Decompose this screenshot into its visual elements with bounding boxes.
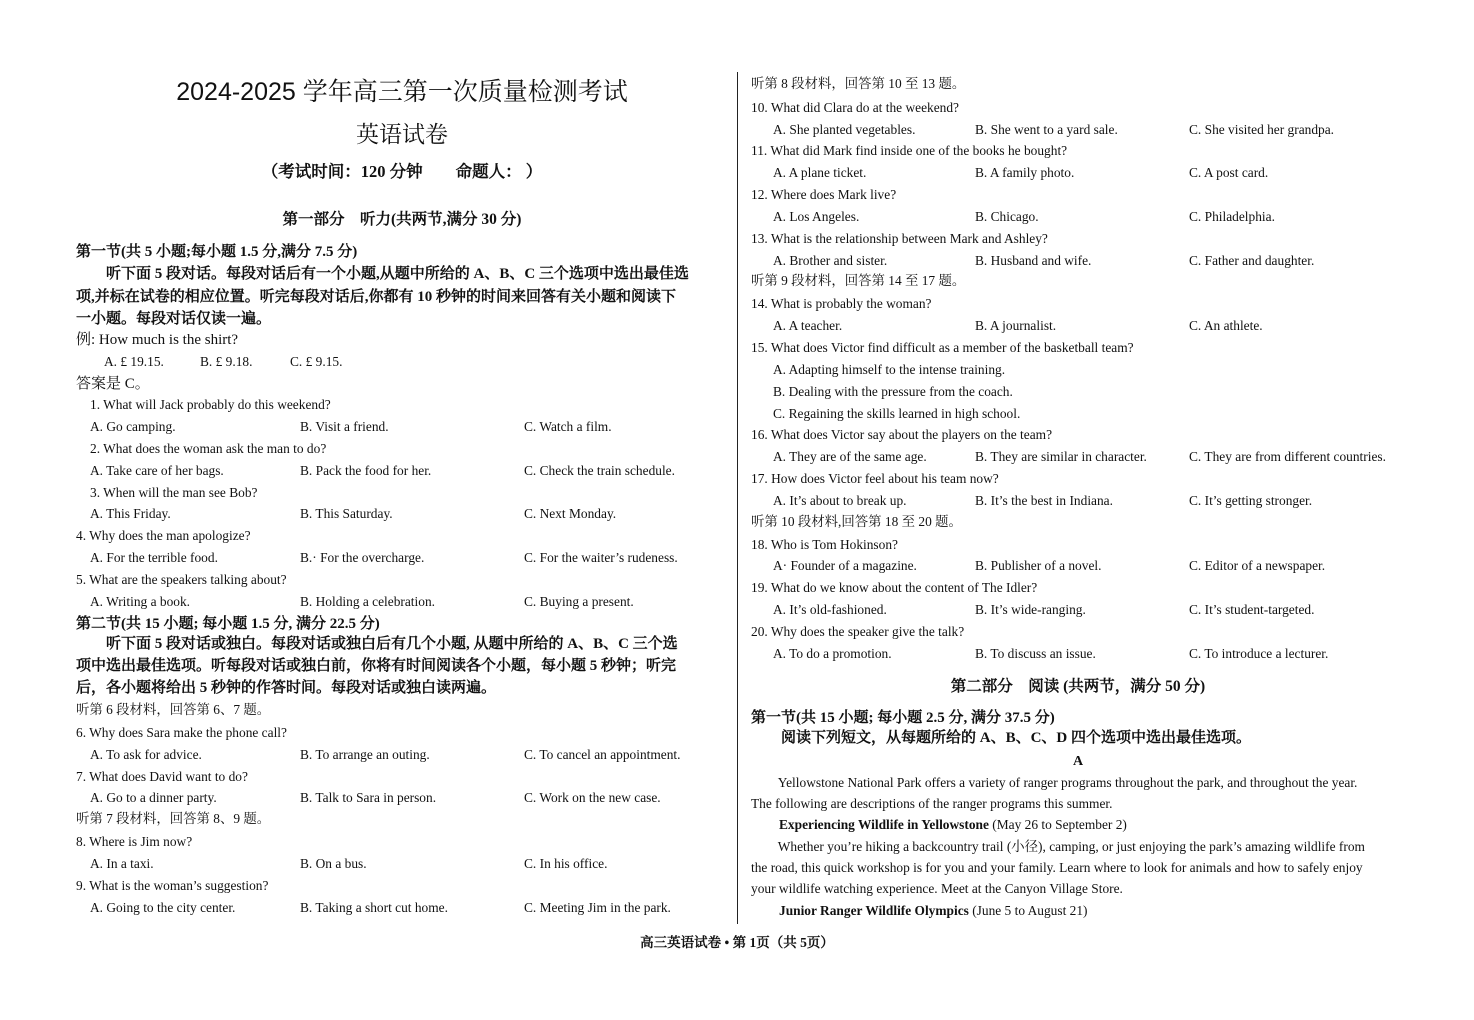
example-answer: 答案是 C。	[76, 376, 150, 392]
option-c: C. Meeting Jim in the park.	[524, 900, 671, 915]
option-b: B. Visit a friend.	[300, 419, 389, 434]
option-a: A. To do a promotion.	[773, 646, 892, 661]
question: 5. What are the speakers talking about?	[76, 572, 287, 587]
option-c: C. In his office.	[524, 856, 608, 871]
option-b: B. Chicago.	[975, 209, 1039, 224]
material-note: 听第 8 段材料，回答第 10 至 13 题。	[751, 76, 966, 91]
example-option: B. £ 9.18.	[200, 354, 253, 369]
option-a: A. A plane ticket.	[773, 165, 867, 180]
question: 8. Where is Jim now?	[76, 834, 193, 849]
option-b: B. Dealing with the pressure from the coach.	[773, 384, 1013, 399]
question: 16. What does Victor say about the players on the team?	[751, 427, 1053, 442]
question: 1. What will Jack probably do this weekend?	[90, 397, 331, 412]
option-a: A. Take care of her bags.	[90, 463, 224, 478]
option-b: B. Holding a celebration.	[300, 594, 435, 609]
option-c: C. Philadelphia.	[1189, 209, 1275, 224]
reading-section1-heading: 第一节(共 15 小题; 每小题 2.5 分, 满分 37.5 分)	[751, 710, 1055, 726]
section2-instruction-line: 听下面 5 段对话或独白。每段对话或独白后有几个小题, 从题中所给的 A、B、C 三个选	[76, 636, 678, 652]
option-c: C. Watch a film.	[524, 419, 612, 434]
section1-heading: 第一节(共 5 小题;每小题 1.5 分,满分 7.5 分)	[76, 244, 358, 260]
option-b: B. Talk to Sara in person.	[300, 790, 437, 805]
passage-letter: A	[1072, 754, 1084, 769]
option-a: A· Founder of a magazine.	[773, 558, 917, 573]
option-c: C. Check the train schedule.	[524, 463, 675, 478]
passage-line: Whether you’re hiking a backcountry trail (小径), camping, or just enjoying the park’s amazing wildlife from	[751, 839, 1365, 854]
question: 3. When will the man see Bob?	[90, 485, 258, 500]
question: 18. Who is Tom Hokinson?	[751, 537, 898, 552]
option-b: B. It’s the best in Indiana.	[975, 493, 1113, 508]
option-a: A. Writing a book.	[90, 594, 191, 609]
option-b: B. It’s wide-ranging.	[975, 602, 1086, 617]
material-note: 听第 9 段材料，回答第 14 至 17 题。	[751, 273, 966, 288]
option-c: C. For the waiter’s rudeness.	[524, 550, 678, 565]
option-c: C. She visited her grandpa.	[1189, 122, 1335, 137]
part1-heading: 第一部分 听力(共两节,满分 30 分)	[282, 211, 522, 228]
question: 15. What does Victor find difficult as a member of the basketball team?	[751, 340, 1134, 355]
section2-heading: 第二节(共 15 小题; 每小题 1.5 分, 满分 22.5 分)	[76, 616, 380, 632]
option-b: B.· For the overcharge.	[300, 550, 425, 565]
option-c: C. Work on the new case.	[524, 790, 661, 805]
section2-instruction-line: 后，各小题将给出 5 秒钟的作答时间。每段对话或独白读两遍。	[76, 680, 497, 696]
question: 17. How does Victor feel about his team now?	[751, 471, 999, 486]
material-note: 听第 6 段材料，回答第 6、7 题。	[76, 702, 271, 717]
section1-instruction-line: 项,并标在试卷的相应位置。听完每段对话后,你都有 10 秒钟的时间来回答有关小题和阅读下	[76, 289, 677, 305]
option-c: C. They are from different countries.	[1189, 449, 1386, 464]
option-b: B. This Saturday.	[300, 506, 393, 521]
option-a: A. To ask for advice.	[90, 747, 202, 762]
option-b: B. A family photo.	[975, 165, 1075, 180]
option-c: C. It’s student-targeted.	[1189, 602, 1315, 617]
section1-instruction-line: 听下面 5 段对话。每段对话后有一个小题,从题中所给的 A、B、C 三个选项中选出最佳选	[76, 266, 689, 282]
example-option: A. £ 19.15.	[104, 354, 164, 369]
program-description	[751, 836, 1403, 899]
question: 12. Where does Mark live?	[751, 187, 897, 202]
option-b: B. She went to a yard sale.	[975, 122, 1118, 137]
option-b: B. Husband and wife.	[975, 253, 1092, 268]
section2-instruction-line: 项中选出最佳选项。听每段对话或独白前，你将有时间阅读各个小题，每小题 5 秒钟；听完	[76, 658, 677, 674]
option-b: B. To discuss an issue.	[975, 646, 1096, 661]
option-a: A. Go to a dinner party.	[90, 790, 217, 805]
reading-section1-instructions: 阅读下列短文，从每题所给的 A、B、C、D 四个选项中选出最佳选项。	[751, 730, 1252, 746]
question: 13. What is the relationship between Mark and Ashley?	[751, 231, 1048, 246]
program-heading	[779, 903, 1088, 919]
option-a: A. A teacher.	[773, 318, 843, 333]
option-b: B. Publisher of a novel.	[975, 558, 1102, 573]
exam-info: （考试时间：120 分钟 命题人： ）	[261, 162, 543, 181]
option-b: B. A journalist.	[975, 318, 1057, 333]
passage-line: your wildlife watching experience. Meet at the Canyon Village Store.	[751, 881, 1123, 896]
option-c: C. Editor of a newspaper.	[1189, 558, 1326, 573]
example-option: C. £ 9.15.	[290, 354, 343, 369]
option-a: A. Los Angeles.	[773, 209, 860, 224]
option-b: B. To arrange an outing.	[300, 747, 430, 762]
program-dates: (June 5 to August 21)	[968, 903, 1088, 918]
part2-heading: 第二部分 阅读 (共两节，满分 50 分)	[950, 678, 1206, 695]
program-name: Experiencing Wildlife in Yellowstone	[779, 817, 989, 832]
question: 9. What is the woman’s suggestion?	[76, 878, 269, 893]
passage-intro	[751, 772, 1403, 814]
question: 4. Why does the man apologize?	[76, 528, 251, 543]
option-c: C. A post card.	[1189, 165, 1269, 180]
example-question: 例: How much is the shirt?	[76, 332, 239, 348]
section1-instruction-line: 一小题。每段对话仅读一遍。	[76, 311, 272, 327]
option-c: C. To introduce a lecturer.	[1189, 646, 1329, 661]
option-a: A. It’s about to break up.	[773, 493, 907, 508]
option-a: A. In a taxi.	[90, 856, 154, 871]
option-a: A. This Friday.	[90, 506, 171, 521]
option-c: C. Next Monday.	[524, 506, 617, 521]
option-c: C. Father and daughter.	[1189, 253, 1315, 268]
option-a: A. Go camping.	[90, 419, 176, 434]
option-a: A. It’s old-fashioned.	[773, 602, 887, 617]
passage-line: The following are descriptions of the ranger programs this summer.	[751, 796, 1113, 811]
option-b: B. Taking a short cut home.	[300, 900, 448, 915]
program-dates: (May 26 to September 2)	[988, 817, 1127, 832]
option-b: B. On a bus.	[300, 856, 367, 871]
program-heading	[779, 817, 1127, 833]
option-c: C. Regaining the skills learned in high school.	[773, 406, 1021, 421]
option-a: A. Brother and sister.	[773, 253, 888, 268]
option-c: C. It’s getting stronger.	[1189, 493, 1313, 508]
option-a: A. Adapting himself to the intense training.	[773, 362, 1006, 377]
question: 19. What do we know about the content of The Idler?	[751, 580, 1038, 595]
question: 11. What did Mark find inside one of the books he bought?	[751, 143, 1068, 158]
passage-line: the road, this quick workshop is for you and your family. Learn where to look for animals and how to safely enjoy	[751, 860, 1363, 875]
material-note: 听第 10 段材料,回答第 18 至 20 题。	[751, 514, 962, 529]
option-a: A. For the terrible food.	[90, 550, 218, 565]
question: 6. Why does Sara make the phone call?	[76, 725, 287, 740]
exam-title: 2024-2025 学年高三第一次质量检测考试	[176, 78, 628, 106]
option-c: C. To cancel an appointment.	[524, 747, 681, 762]
question: 7. What does David want to do?	[76, 769, 248, 784]
page-footer: 高三英语试卷 • 第 1页（共 5页）	[640, 935, 834, 950]
question: 10. What did Clara do at the weekend?	[751, 100, 959, 115]
program-name: Junior Ranger Wildlife Olympics	[779, 903, 969, 918]
option-a: A. They are of the same age.	[773, 449, 927, 464]
column-divider	[737, 72, 738, 924]
option-a: A. She planted vegetables.	[773, 122, 916, 137]
question: 14. What is probably the woman?	[751, 296, 932, 311]
passage-line: Yellowstone National Park offers a variety of ranger programs throughout the park, and throughout the year.	[751, 775, 1358, 790]
material-note: 听第 7 段材料，回答第 8、9 题。	[76, 811, 271, 826]
option-c: C. An athlete.	[1189, 318, 1263, 333]
question: 20. Why does the speaker give the talk?	[751, 624, 965, 639]
question: 2. What does the woman ask the man to do?	[90, 441, 327, 456]
exam-subject: 英语试卷	[356, 122, 448, 147]
option-c: C. Buying a present.	[524, 594, 634, 609]
option-b: B. Pack the food for her.	[300, 463, 432, 478]
option-b: B. They are similar in character.	[975, 449, 1147, 464]
option-a: A. Going to the city center.	[90, 900, 236, 915]
